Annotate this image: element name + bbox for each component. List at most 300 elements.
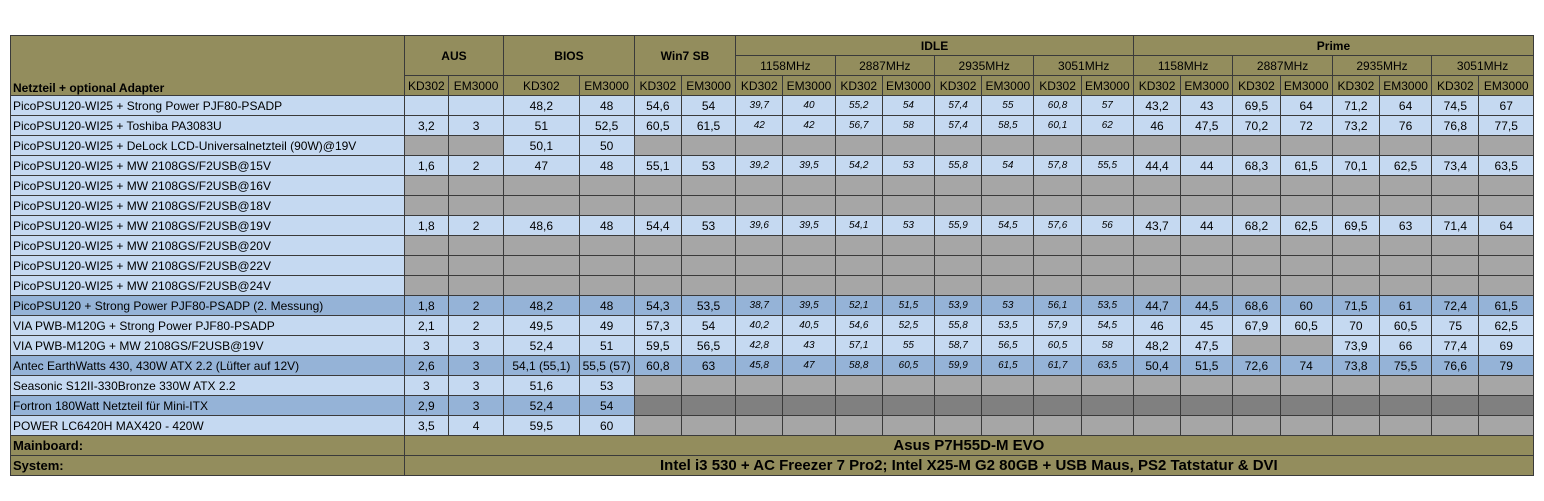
table-cell: 60,1 (1034, 116, 1081, 136)
table-cell (1432, 236, 1479, 256)
table-row (11, 336, 1534, 356)
table-cell (1332, 256, 1379, 276)
table-cell (1380, 416, 1432, 436)
table-cell: 43 (783, 336, 835, 356)
row-label: PicoPSU120-WI25 + DeLock LCD-Universalnetzteil (90W)@19V (11, 136, 405, 156)
table-cell (935, 276, 982, 296)
row-label: PicoPSU120-WI25 + MW 2108GS/F2USB@18V (11, 196, 405, 216)
table-cell: 40,2 (736, 316, 783, 336)
board-header-em3000: EM3000 (1081, 76, 1133, 96)
table-cell: 45,8 (736, 356, 783, 376)
table-cell: 52,4 (504, 336, 579, 356)
table-cell: 61,5 (1479, 296, 1534, 316)
table-cell (783, 136, 835, 156)
table-cell (1081, 236, 1133, 256)
table-cell (1332, 376, 1379, 396)
table-cell (1034, 276, 1081, 296)
table-cell: 46 (1133, 116, 1180, 136)
table-cell: 72,6 (1233, 356, 1280, 376)
table-cell: 61,5 (982, 356, 1034, 376)
table-cell (1380, 236, 1432, 256)
table-cell: 44,7 (1133, 296, 1180, 316)
table-cell (1034, 176, 1081, 196)
table-cell: 2,6 (404, 356, 448, 376)
table-cell: 60,5 (634, 116, 681, 136)
table-cell (1479, 276, 1534, 296)
table-cell (1332, 276, 1379, 296)
table-cell: 52,1 (835, 296, 882, 316)
table-cell: 55 (982, 96, 1034, 116)
table-cell (1081, 396, 1133, 416)
table-cell (681, 396, 735, 416)
table-cell: 79 (1479, 356, 1534, 376)
table-row (11, 416, 1534, 436)
table-cell (681, 236, 735, 256)
table-cell (1479, 416, 1534, 436)
table-cell: 61,5 (1280, 156, 1332, 176)
table-cell: 46 (1133, 316, 1180, 336)
table-cell (404, 136, 448, 156)
mainboard-value: Asus P7H55D-M EVO (404, 436, 1533, 456)
table-cell (1280, 416, 1332, 436)
table-cell: 57 (1081, 96, 1133, 116)
table-cell (504, 196, 579, 216)
row-label: VIA PWB-M120G + Strong Power PJF80-PSADP (11, 316, 405, 336)
table-cell (634, 136, 681, 156)
row-label: Seasonic S12II-330Bronze 330W ATX 2.2 (11, 376, 405, 396)
table-cell (1280, 276, 1332, 296)
table-cell (504, 276, 579, 296)
table-cell: 39,2 (736, 156, 783, 176)
table-cell: 54 (982, 156, 1034, 176)
table-cell: 53,5 (1081, 296, 1133, 316)
board-header-kd302: KD302 (634, 76, 681, 96)
table-cell: 50,1 (504, 136, 579, 156)
table-cell (1133, 236, 1180, 256)
row-label: PicoPSU120-WI25 + MW 2108GS/F2USB@19V (11, 216, 405, 236)
row-label: PicoPSU120-WI25 + MW 2108GS/F2USB@20V (11, 236, 405, 256)
table-cell (1479, 396, 1534, 416)
table-cell: 60 (1280, 296, 1332, 316)
table-cell: 71,2 (1332, 96, 1379, 116)
board-header-em3000: EM3000 (1181, 76, 1233, 96)
table-cell: 54,4 (634, 216, 681, 236)
table-cell (579, 236, 634, 256)
table-cell: 55,2 (835, 96, 882, 116)
board-header-em3000: EM3000 (579, 76, 634, 96)
table-cell (681, 276, 735, 296)
table-cell: 74 (1280, 356, 1332, 376)
table-cell: 3 (448, 396, 503, 416)
table-cell (1479, 256, 1534, 276)
system-value: Intel i3 530 + AC Freezer 7 Pro2; Intel X25-M G2 80GB + USB Maus, PS2 Tatstatur & DVI (404, 456, 1533, 476)
table-cell (504, 176, 579, 196)
table-cell: 58 (882, 116, 934, 136)
column-header-idle: IDLE (736, 36, 1134, 56)
table-cell: 51 (504, 116, 579, 136)
table-cell (783, 276, 835, 296)
table-cell (1133, 136, 1180, 156)
table-row (11, 296, 1534, 316)
table-cell (448, 96, 503, 116)
table-cell (935, 256, 982, 276)
table-cell (1233, 256, 1280, 276)
table-cell: 43,2 (1133, 96, 1180, 116)
table-cell: 63 (681, 356, 735, 376)
table-cell: 63 (1380, 216, 1432, 236)
table-cell: 39,7 (736, 96, 783, 116)
table-cell (882, 416, 934, 436)
table-cell: 38,7 (736, 296, 783, 316)
table-cell: 56,1 (1034, 296, 1081, 316)
table-cell: 58,8 (835, 356, 882, 376)
table-cell (404, 196, 448, 216)
table-cell (736, 236, 783, 256)
table-cell (1181, 376, 1233, 396)
table-cell: 54 (681, 316, 735, 336)
table-cell (1181, 276, 1233, 296)
table-cell: 54,2 (835, 156, 882, 176)
table-cell (1432, 416, 1479, 436)
table-cell: 72,4 (1432, 296, 1479, 316)
table-cell: 58 (1081, 336, 1133, 356)
table-cell: 53 (579, 376, 634, 396)
table-cell (1081, 176, 1133, 196)
table-cell: 3,5 (404, 416, 448, 436)
table-cell (736, 276, 783, 296)
table-cell (1479, 236, 1534, 256)
table-cell (935, 196, 982, 216)
table-cell (1432, 136, 1479, 156)
table-cell (579, 276, 634, 296)
board-header-kd302: KD302 (504, 76, 579, 96)
table-cell: 57,4 (935, 96, 982, 116)
table-cell: 44,4 (1133, 156, 1180, 176)
table-cell: 60,5 (882, 356, 934, 376)
table-cell (681, 196, 735, 216)
table-cell: 44 (1181, 216, 1233, 236)
table-cell: 53,5 (982, 316, 1034, 336)
row-label: VIA PWB-M120G + MW 2108GS/F2USB@19V (11, 336, 405, 356)
table-cell (1081, 376, 1133, 396)
table-cell: 2 (448, 216, 503, 236)
table-cell (404, 256, 448, 276)
table-cell: 54,1 (55,1) (504, 356, 579, 376)
table-cell (1034, 196, 1081, 216)
table-cell (1432, 256, 1479, 276)
table-cell: 72 (1280, 116, 1332, 136)
table-cell (1280, 196, 1332, 216)
table-cell: 48 (579, 216, 634, 236)
table-cell: 61,5 (681, 116, 735, 136)
table-cell (835, 176, 882, 196)
table-cell (1380, 396, 1432, 416)
table-cell (404, 176, 448, 196)
table-cell: 49,5 (504, 316, 579, 336)
table-row (11, 316, 1534, 336)
table-cell: 68,2 (1233, 216, 1280, 236)
table-cell (634, 256, 681, 276)
table-row (11, 116, 1534, 136)
table-cell: 56,7 (835, 116, 882, 136)
column-header-win7: Win7 SB (634, 36, 735, 76)
table-cell: 53 (681, 216, 735, 236)
table-cell (1380, 196, 1432, 216)
column-header-prime: Prime (1133, 36, 1533, 56)
board-header-em3000: EM3000 (448, 76, 503, 96)
table-cell (1380, 136, 1432, 156)
table-cell: 69 (1479, 336, 1534, 356)
row-label: PicoPSU120-WI25 + MW 2108GS/F2USB@22V (11, 256, 405, 276)
table-row (11, 376, 1534, 396)
table-row (11, 216, 1534, 236)
table-cell (1133, 276, 1180, 296)
table-cell: 66 (1380, 336, 1432, 356)
board-header-kd302: KD302 (935, 76, 982, 96)
board-header-em3000: EM3000 (982, 76, 1034, 96)
table-row (11, 276, 1534, 296)
table-cell: 61 (1380, 296, 1432, 316)
table-cell: 57,1 (835, 336, 882, 356)
header-row-groups (11, 36, 1534, 56)
table-cell (1233, 176, 1280, 196)
table-cell (1034, 256, 1081, 276)
table-cell (783, 176, 835, 196)
table-cell: 55 (882, 336, 934, 356)
freq-header-idle-2935: 2935MHz (935, 56, 1034, 76)
board-header-em3000: EM3000 (1380, 76, 1432, 96)
table-cell: 2 (448, 156, 503, 176)
table-cell (504, 256, 579, 276)
table-cell (835, 136, 882, 156)
row-label: PicoPSU120-WI25 + MW 2108GS/F2USB@24V (11, 276, 405, 296)
table-cell (783, 416, 835, 436)
table-cell (681, 376, 735, 396)
table-cell (1233, 276, 1280, 296)
table-cell (1432, 376, 1479, 396)
table-cell (835, 276, 882, 296)
table-cell (579, 196, 634, 216)
table-cell: 60,5 (1034, 336, 1081, 356)
table-cell (1332, 196, 1379, 216)
psu-measurement-table (10, 35, 1534, 476)
table-cell: 2,1 (404, 316, 448, 336)
table-cell: 60 (579, 416, 634, 436)
table-cell: 42,8 (736, 336, 783, 356)
footer-row-system (11, 456, 1534, 476)
table-cell: 57,9 (1034, 316, 1081, 336)
table-cell (1332, 396, 1379, 416)
table-cell: 45 (1181, 316, 1233, 336)
table-cell (1081, 416, 1133, 436)
freq-header-prime-1158: 1158MHz (1133, 56, 1232, 76)
table-cell: 3,2 (404, 116, 448, 136)
table-cell: 53,9 (935, 296, 982, 316)
freq-header-idle-1158: 1158MHz (736, 56, 835, 76)
board-header-kd302: KD302 (1432, 76, 1479, 96)
table-cell (1233, 336, 1280, 356)
table-cell (1280, 376, 1332, 396)
table-cell (681, 416, 735, 436)
table-cell: 54,5 (982, 216, 1034, 236)
table-cell (882, 136, 934, 156)
table-cell: 69,5 (1332, 216, 1379, 236)
table-cell (1432, 276, 1479, 296)
table-cell: 39,5 (783, 296, 835, 316)
table-cell: 60,8 (634, 356, 681, 376)
table-cell: 47,5 (1181, 116, 1233, 136)
table-cell: 3 (448, 376, 503, 396)
table-cell (882, 376, 934, 396)
table-cell (579, 176, 634, 196)
table-cell: 53 (982, 296, 1034, 316)
table-cell: 67 (1479, 96, 1534, 116)
table-cell (835, 256, 882, 276)
board-header-kd302: KD302 (1133, 76, 1180, 96)
table-cell (1280, 136, 1332, 156)
table-cell (935, 416, 982, 436)
board-header-kd302: KD302 (1332, 76, 1379, 96)
table-cell: 75 (1432, 316, 1479, 336)
table-cell (1181, 396, 1233, 416)
table-cell: 75,5 (1380, 356, 1432, 376)
table-cell: 44,5 (1181, 296, 1233, 316)
table-cell: 51,6 (504, 376, 579, 396)
table-cell (1280, 236, 1332, 256)
freq-header-idle-3051: 3051MHz (1034, 56, 1134, 76)
board-header-em3000: EM3000 (783, 76, 835, 96)
table-cell (1380, 376, 1432, 396)
table-row (11, 356, 1534, 376)
table-cell (1034, 396, 1081, 416)
table-cell: 62,5 (1380, 156, 1432, 176)
table-cell: 50 (579, 136, 634, 156)
table-cell: 3 (448, 336, 503, 356)
table-cell: 3 (448, 356, 503, 376)
table-cell (404, 236, 448, 256)
board-header-em3000: EM3000 (681, 76, 735, 96)
table-cell (882, 176, 934, 196)
table-row (11, 236, 1534, 256)
table-cell: 71,5 (1332, 296, 1379, 316)
table-cell (1432, 396, 1479, 416)
table-cell: 67,9 (1233, 316, 1280, 336)
table-cell: 60,5 (1280, 316, 1332, 336)
table-cell (1432, 196, 1479, 216)
table-cell: 56,5 (681, 336, 735, 356)
table-cell: 73,4 (1432, 156, 1479, 176)
table-cell (1332, 176, 1379, 196)
system-label: System: (11, 456, 405, 476)
table-cell (882, 396, 934, 416)
table-cell: 56,5 (982, 336, 1034, 356)
table-cell (736, 136, 783, 156)
row-label: PicoPSU120 + Strong Power PJF80-PSADP (2. Messung) (11, 296, 405, 316)
row-label: PicoPSU120-WI25 + MW 2108GS/F2USB@16V (11, 176, 405, 196)
board-header-kd302: KD302 (1034, 76, 1081, 96)
table-cell (736, 376, 783, 396)
table-cell: 53 (882, 216, 934, 236)
footer-row-mainboard (11, 436, 1534, 456)
table-cell (935, 236, 982, 256)
table-cell (982, 256, 1034, 276)
table-cell: 52,5 (579, 116, 634, 136)
table-cell: 3 (404, 336, 448, 356)
board-header-em3000: EM3000 (882, 76, 934, 96)
table-cell: 55,5 (57) (579, 356, 634, 376)
table-cell: 55,5 (1081, 156, 1133, 176)
row-label: Fortron 180Watt Netzteil für Mini-ITX (11, 396, 405, 416)
table-cell: 2 (448, 296, 503, 316)
table-cell (1233, 196, 1280, 216)
table-cell (448, 136, 503, 156)
table-cell (634, 236, 681, 256)
table-cell: 64 (1479, 216, 1534, 236)
table-cell: 54 (579, 396, 634, 416)
table-cell: 53,5 (681, 296, 735, 316)
table-cell (736, 176, 783, 196)
table-cell (1380, 176, 1432, 196)
table-cell: 59,9 (935, 356, 982, 376)
table-cell (1034, 376, 1081, 396)
table-cell (1233, 376, 1280, 396)
table-cell (448, 276, 503, 296)
table-cell: 73,2 (1332, 116, 1379, 136)
board-header-kd302: KD302 (736, 76, 783, 96)
table-cell (1181, 136, 1233, 156)
table-cell (736, 396, 783, 416)
table-cell: 76,6 (1432, 356, 1479, 376)
table-cell: 50,4 (1133, 356, 1180, 376)
table-cell (1233, 396, 1280, 416)
table-cell (1479, 176, 1534, 196)
table-cell (982, 176, 1034, 196)
table-cell: 40,5 (783, 316, 835, 336)
table-cell (982, 396, 1034, 416)
table-cell: 2,9 (404, 396, 448, 416)
table-cell: 51 (579, 336, 634, 356)
table-cell (1479, 136, 1534, 156)
table-cell: 53 (882, 156, 934, 176)
table-cell: 68,3 (1233, 156, 1280, 176)
table-cell (882, 256, 934, 276)
table-cell: 57,6 (1034, 216, 1081, 236)
board-header-em3000: EM3000 (1479, 76, 1534, 96)
table-cell (1233, 236, 1280, 256)
table-cell: 47 (783, 356, 835, 376)
table-cell: 40 (783, 96, 835, 116)
table-cell: 76 (1380, 116, 1432, 136)
table-cell (1332, 416, 1379, 436)
table-cell (882, 236, 934, 256)
table-cell (783, 396, 835, 416)
table-cell: 70 (1332, 316, 1379, 336)
table-cell (736, 196, 783, 216)
table-cell (982, 276, 1034, 296)
table-cell (935, 396, 982, 416)
table-cell: 4 (448, 416, 503, 436)
table-cell: 39,5 (783, 216, 835, 236)
table-cell (1034, 236, 1081, 256)
table-cell (982, 236, 1034, 256)
table-cell (982, 416, 1034, 436)
table-cell: 57,3 (634, 316, 681, 336)
table-cell: 63,5 (1479, 156, 1534, 176)
table-cell (1280, 256, 1332, 276)
table-row (11, 396, 1534, 416)
table-cell (1280, 336, 1332, 356)
table-cell: 63,5 (1081, 356, 1133, 376)
